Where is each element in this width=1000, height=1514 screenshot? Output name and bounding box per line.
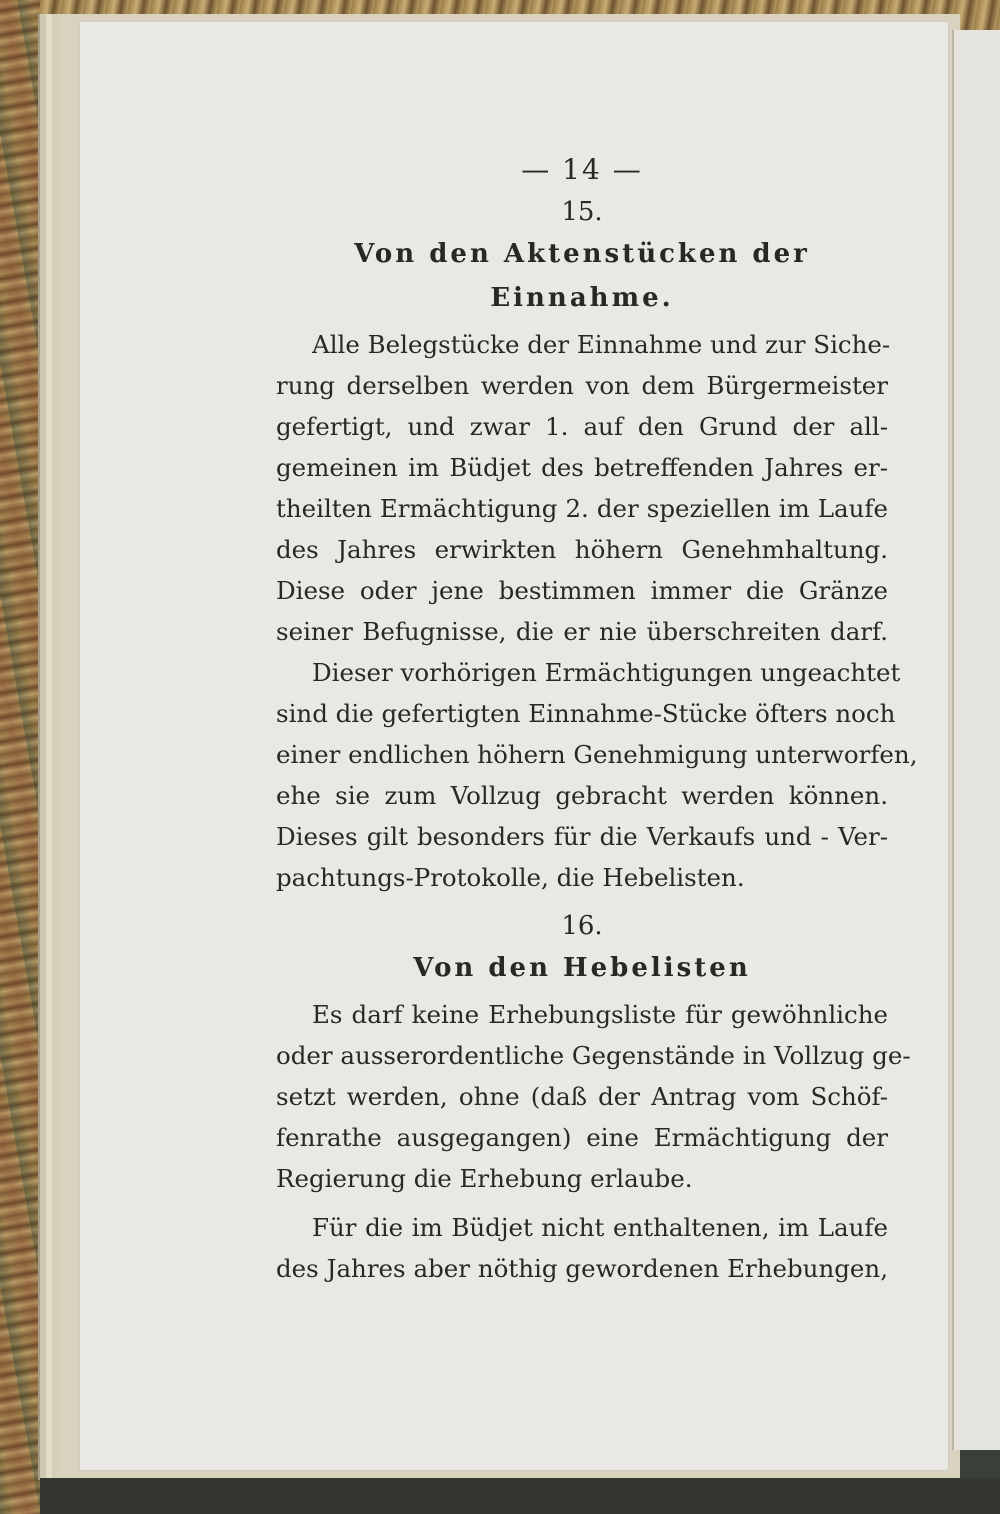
text-line: Regierung die Erhebung erlaube. — [276, 1164, 693, 1193]
text-line: einer endlichen höhern Genehmigung unterworfen, — [276, 740, 918, 769]
section-number: 15. — [561, 197, 603, 227]
text-line: Dieser vorhörigen Ermächtigungen ungeachtet — [312, 658, 901, 687]
text-line: Es darf keine Erhebungsliste für gewöhnliche — [312, 1000, 888, 1029]
text-line: ehe sie zum Vollzug gebracht werden können. — [276, 781, 888, 810]
text-line: pachtungs-Protokolle, die Hebelisten. — [276, 863, 745, 892]
text-line: oder ausserordentliche Gegenstände in Vollzug ge- — [276, 1041, 911, 1070]
text-line: Alle Belegstücke der Einnahme und zur Siche- — [312, 330, 891, 359]
text-line: Diese oder jene bestimmen immer die Gränze — [276, 576, 888, 605]
paragraph — [276, 652, 918, 898]
text-line: des Jahres erwirkten höhern Genehmhaltung. — [276, 535, 888, 564]
paragraph — [276, 994, 911, 1199]
section-number: 16. — [561, 911, 603, 941]
section-heading: Von den Aktenstücken der Einnahme. — [354, 239, 810, 313]
background-bottom — [40, 1478, 1000, 1514]
section-heading: Von den Hebelisten — [413, 953, 751, 983]
text-line: rung derselben werden von dem Bürgermeister — [276, 371, 888, 400]
text-line: seiner Befugnisse, die er nie überschreiten darf. — [276, 617, 888, 646]
text-line: gefertigt, und zwar 1. auf den Grund der all- — [276, 412, 888, 441]
page-text — [276, 150, 918, 1289]
text-line: Dieses gilt besonders für die Verkaufs und - Ver- — [276, 822, 888, 851]
text-line: theilten Ermächtigung 2. der speziellen im Laufe — [276, 494, 888, 523]
text-line: des Jahres aber nöthig gewordenen Erhebungen, — [276, 1254, 888, 1283]
text-line: gemeinen im Büdjet des betreffenden Jahres er- — [276, 453, 888, 482]
paragraph — [276, 1207, 888, 1289]
text-line: fenrathe ausgegangen) eine Ermächtigung der — [276, 1123, 888, 1152]
text-line: sind die gefertigten Einnahme-Stücke öfters noch — [276, 699, 896, 728]
text-line: setzt werden, ohne (daß der Antrag vom Schöf- — [276, 1082, 888, 1111]
text-line: Für die im Büdjet nicht enthaltenen, im Laufe — [312, 1213, 888, 1242]
paragraph — [276, 324, 891, 652]
page-number: — 14 — — [521, 153, 643, 186]
facing-page-edge — [952, 30, 1000, 1450]
